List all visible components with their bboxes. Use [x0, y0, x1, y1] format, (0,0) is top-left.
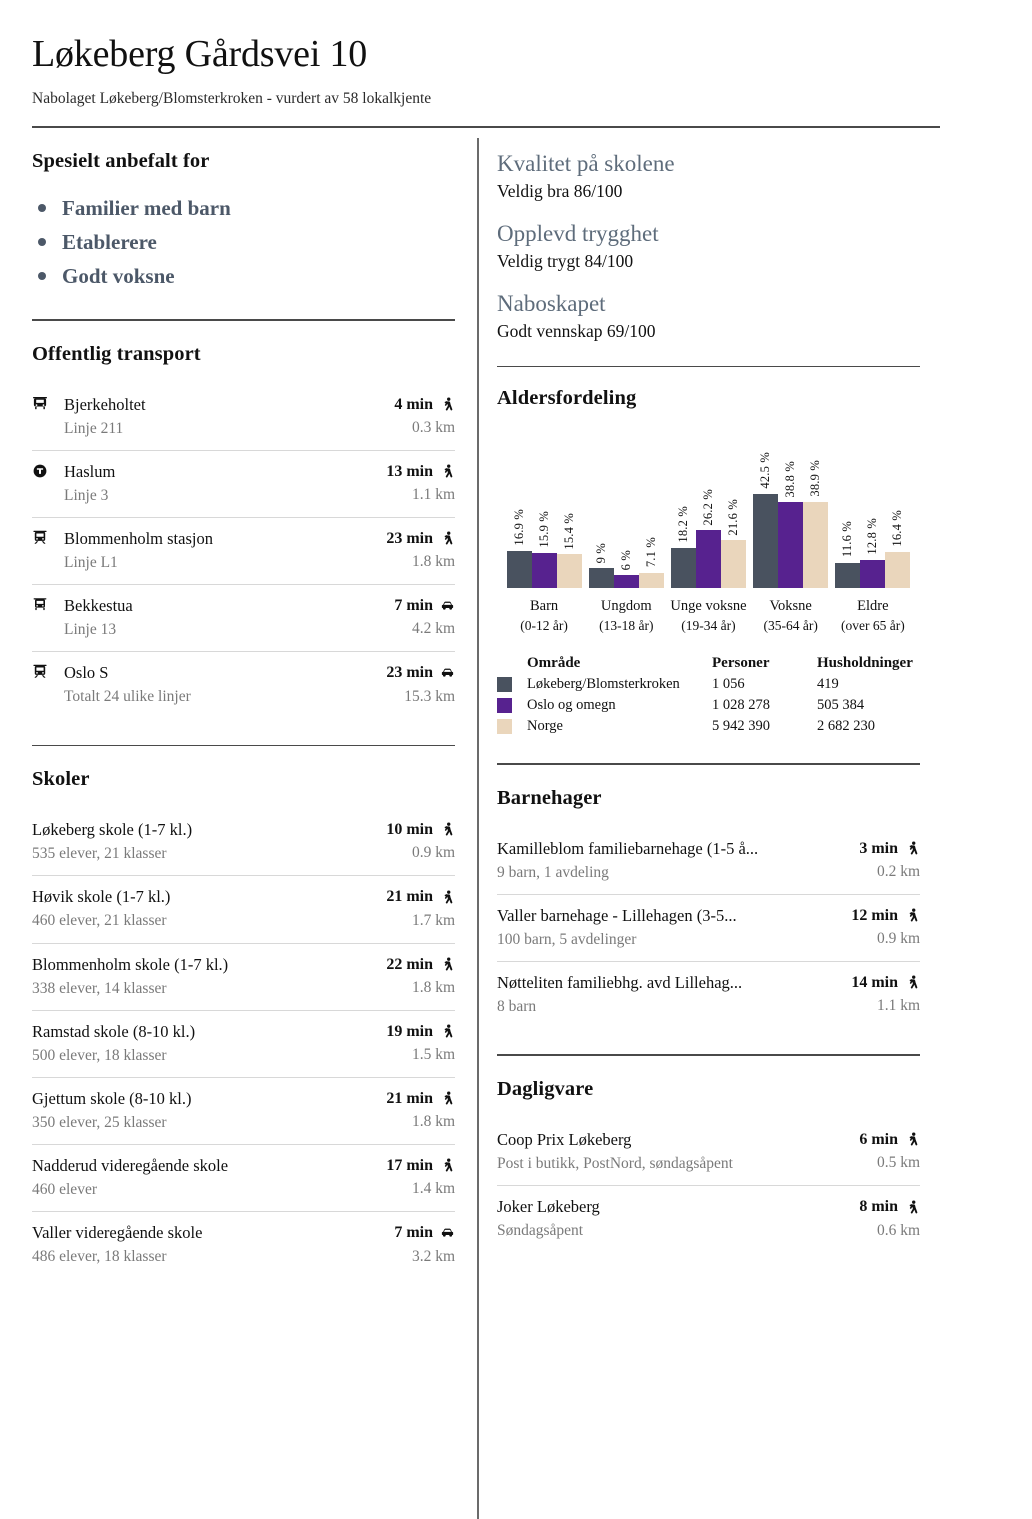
row-distance: 1.8 km: [411, 978, 455, 996]
row-body: [497, 1195, 804, 1242]
legend-color-swatch: [497, 719, 512, 734]
row-meta: [339, 661, 455, 707]
kindergartens-heading: Barnehager: [497, 786, 602, 809]
row-distance: 1.1 km: [411, 486, 455, 503]
chart-bar-wrap: [589, 543, 614, 588]
row-subtitle: Linje 3: [64, 486, 109, 504]
legend-personer: 1 056: [712, 676, 745, 693]
row-traveltime: [339, 953, 455, 976]
row-distance: 1.8 km: [411, 1113, 455, 1131]
row-distance: 1.4 km: [411, 1180, 455, 1198]
row-distance: 1.7 km: [411, 911, 455, 929]
chart-bar-label: 42.5 %: [758, 452, 773, 489]
section-divider: [32, 745, 455, 747]
legend-swatch-cell: [497, 695, 527, 716]
chart-x-label: [586, 597, 666, 635]
recommended-item: Etablerere: [32, 225, 455, 259]
content-columns: [32, 150, 1000, 1279]
walk-icon: [905, 975, 920, 990]
chart-bars: [753, 452, 828, 588]
score-label: Opplevd trygghet: [497, 221, 659, 247]
row-traveltime: [804, 904, 920, 927]
chart-bar-label: 16.4 %: [890, 510, 905, 547]
row-subtitle: Linje 211: [64, 419, 124, 437]
chart-bar-wrap: [614, 550, 639, 589]
transport-heading: Offentlig transport: [32, 342, 201, 365]
chart-x-label: [751, 597, 831, 635]
row-traveltime: [339, 661, 455, 684]
chart-bar-wrap: [671, 506, 696, 588]
row-name: Kamilleblom familiebarnehage (1-5 å...: [497, 838, 759, 858]
train-icon: [32, 527, 64, 546]
row-meta: [339, 393, 455, 439]
transport-row[interactable]: [32, 584, 455, 651]
row-meta: [339, 1087, 455, 1133]
legend-row: [497, 716, 920, 737]
recommended-list: [32, 191, 455, 293]
chart-x-axis-labels: [497, 597, 920, 635]
row-meta: [339, 818, 455, 864]
row-traveltime-text: 3 min: [859, 839, 898, 857]
chart-bar: [639, 573, 664, 589]
score-value: Godt vennskap 69/100: [497, 321, 656, 342]
row-body: [64, 460, 339, 507]
chart-x-label-main: Ungdom: [600, 598, 652, 615]
row-distance: 1.1 km: [876, 997, 920, 1015]
walk-icon: [905, 1200, 920, 1215]
legend-color-swatch: [497, 698, 512, 713]
transport-row[interactable]: [32, 450, 455, 517]
row-name: Gjettum skole (8-10 kl.): [32, 1088, 192, 1108]
score-label: Kvalitet på skolene: [497, 150, 675, 176]
row-traveltime: [339, 393, 455, 416]
school-row[interactable]: [32, 1144, 455, 1211]
score-label: Naboskapet: [497, 291, 606, 317]
chart-bar-label: 18.2 %: [675, 506, 690, 543]
row-traveltime: [804, 837, 920, 860]
recommended-heading: Spesielt anbefalt for: [32, 149, 210, 172]
groceries-list: [497, 1119, 920, 1252]
row-meta: [804, 837, 920, 883]
score-block: [497, 290, 920, 343]
schools-heading: Skoler: [32, 768, 90, 791]
row-subtitle: Linje 13: [64, 621, 117, 639]
row-meta: [339, 953, 455, 999]
car-icon: [440, 598, 455, 613]
row-subtitle: 338 elever, 14 klasser: [32, 979, 167, 997]
schools-list: [32, 809, 455, 1278]
row-name: Oslo S: [64, 663, 109, 683]
chart-bar-wrap: [696, 489, 721, 589]
age-distribution-chart: [497, 428, 920, 737]
row-traveltime-text: 23 min: [386, 664, 433, 682]
row-meta: [804, 1195, 920, 1241]
age-distribution-heading: Aldersfordeling: [497, 387, 637, 410]
row-traveltime: [339, 818, 455, 841]
chart-bar: [885, 552, 910, 588]
row-traveltime-text: 22 min: [386, 955, 433, 973]
row-subtitle: 460 elever: [32, 1181, 97, 1199]
legend-swatch-header: [497, 655, 527, 674]
row-meta: [339, 527, 455, 573]
column-gap: [455, 150, 497, 1279]
kindergarten-row[interactable]: [497, 961, 920, 1028]
page-subtitle: Nabolaget Løkeberg/Blomsterkroken - vurdert av 58 lokalkjente: [32, 89, 432, 107]
chart-bar-label: 38.8 %: [783, 460, 798, 498]
row-body: [64, 661, 339, 708]
legend-area-name: Løkeberg/Blomsterkroken: [527, 676, 680, 693]
walk-icon: [440, 822, 455, 837]
row-meta: [339, 594, 455, 640]
row-distance: 3.2 km: [411, 1247, 455, 1265]
legend-color-swatch: [497, 677, 512, 692]
row-meta: [339, 1020, 455, 1066]
row-distance: 0.2 km: [876, 863, 920, 881]
recommended-item: Familier med barn: [32, 191, 455, 225]
row-meta: [804, 904, 920, 950]
row-body: [64, 527, 339, 574]
row-traveltime-text: 19 min: [386, 1022, 433, 1040]
row-subtitle: 535 elever, 21 klasser: [32, 845, 167, 863]
row-traveltime: [804, 971, 920, 994]
walk-icon: [905, 1132, 920, 1147]
chart-bar-wrap: [507, 509, 532, 588]
row-traveltime-text: 6 min: [859, 1131, 898, 1149]
chart-bar: [860, 560, 885, 588]
row-subtitle: Totalt 24 ulike linjer: [64, 688, 191, 706]
chart-x-label: [833, 597, 913, 635]
chart-x-label-main: Voksne: [769, 598, 812, 615]
transport-list: [32, 384, 455, 719]
row-traveltime-text: 7 min: [394, 1224, 433, 1242]
chart-x-label-sub: (19-34 år): [681, 617, 736, 633]
legend-row: [497, 674, 920, 695]
row-name: Blommenholm skole (1-7 kl.): [32, 954, 229, 974]
scores-block: [497, 150, 920, 344]
row-name: Nøtteliten familiebhg. avd Lillehag...: [497, 973, 743, 993]
chart-bar-label: 15.4 %: [561, 512, 576, 550]
row-subtitle: 9 barn, 1 avdeling: [497, 863, 609, 881]
walk-icon: [440, 890, 455, 905]
school-row[interactable]: [32, 809, 455, 875]
chart-bar: [696, 530, 721, 588]
row-name: Bekkestua: [64, 596, 133, 616]
chart-x-label: [668, 597, 748, 635]
walk-icon: [440, 1091, 455, 1106]
row-body: [64, 594, 339, 641]
walk-icon: [440, 1024, 455, 1039]
row-distance: 0.9 km: [876, 930, 920, 948]
chart-bar-label: 26.2 %: [700, 488, 715, 526]
row-subtitle: 460 elever, 21 klasser: [32, 912, 167, 930]
row-name: Blommenholm stasjon: [64, 528, 213, 548]
chart-bar-wrap: [557, 513, 582, 589]
score-value: Veldig bra 86/100: [497, 180, 623, 201]
chart-bar: [507, 551, 532, 589]
legend-husholdninger: 505 384: [817, 697, 865, 714]
row-traveltime-text: 4 min: [394, 395, 433, 413]
row-subtitle: 8 barn: [497, 998, 537, 1016]
row-traveltime: [804, 1195, 920, 1218]
row-distance: 0.6 km: [876, 1221, 920, 1239]
legend-header-row: [497, 655, 920, 674]
chart-bar: [721, 540, 746, 588]
section-divider: [497, 1054, 920, 1056]
chart-bars: [589, 488, 664, 588]
row-traveltime: [339, 1087, 455, 1110]
row-traveltime-text: 10 min: [386, 821, 433, 839]
row-meta: [339, 460, 455, 506]
row-traveltime: [804, 1128, 920, 1151]
row-traveltime: [339, 1221, 455, 1244]
row-traveltime-text: 12 min: [851, 907, 898, 925]
row-body: [497, 904, 804, 951]
legend-swatch-cell: [497, 674, 527, 695]
legend-area-name: Norge: [527, 718, 563, 735]
chart-bar: [557, 554, 582, 588]
row-traveltime-text: 13 min: [386, 462, 433, 480]
chart-bar: [614, 575, 639, 588]
chart-bar-label: 6 %: [618, 549, 633, 571]
row-distance: 1.8 km: [411, 553, 455, 571]
chart-bars: [835, 488, 910, 588]
grocery-row[interactable]: [497, 1185, 920, 1252]
walk-icon: [905, 908, 920, 923]
row-traveltime: [339, 1154, 455, 1177]
row-subtitle: Post i butikk, PostNord, søndagsåpent: [497, 1155, 733, 1173]
chart-bar-label: 11.6 %: [840, 521, 855, 558]
header-divider: [32, 126, 940, 128]
tram-icon: [32, 594, 64, 613]
walk-icon: [440, 397, 455, 412]
school-row[interactable]: [32, 1211, 455, 1278]
legend-col-personer: Personer: [712, 655, 770, 672]
row-name: Joker Løkeberg: [497, 1197, 600, 1217]
left-column: [32, 150, 455, 1279]
row-traveltime: [339, 527, 455, 550]
kindergarten-row[interactable]: [497, 894, 920, 961]
row-meta: [339, 885, 455, 931]
section-divider: [32, 319, 455, 321]
row-traveltime: [339, 594, 455, 617]
chart-bar: [589, 568, 614, 588]
chart-bars: [671, 488, 746, 588]
chart-bar: [753, 494, 778, 588]
chart-bar-group: [751, 452, 831, 588]
chart-bar: [532, 553, 557, 588]
chart-x-label: [504, 597, 584, 635]
column-divider: [477, 138, 479, 1519]
row-traveltime-text: 14 min: [851, 974, 898, 992]
chart-bar: [778, 502, 803, 588]
legend-swatch-cell: [497, 716, 527, 737]
row-meta: [804, 971, 920, 1017]
row-subtitle: 486 elever, 18 klasser: [32, 1248, 167, 1266]
row-name: Valler videregående skole: [32, 1223, 203, 1243]
row-distance: 1.5 km: [411, 1046, 455, 1063]
transport-row[interactable]: [32, 384, 455, 450]
chart-bar-wrap: [753, 452, 778, 588]
row-name: Løkeberg skole (1-7 kl.): [32, 820, 193, 840]
chart-bar-label: 38.9 %: [808, 460, 823, 497]
chart-bar-label: 16.9 %: [511, 509, 526, 546]
chart-bar-wrap: [885, 510, 910, 588]
row-meta: [339, 1221, 455, 1267]
chart-x-label-sub: (0-12 år): [520, 617, 568, 633]
row-name: Coop Prix Løkeberg: [497, 1130, 632, 1150]
school-row[interactable]: [32, 1010, 455, 1077]
row-body: [32, 953, 339, 1000]
legend-row: [497, 695, 920, 716]
chart-x-label-main: Eldre: [857, 598, 889, 615]
row-subtitle: 350 elever, 25 klasser: [32, 1113, 167, 1131]
train-icon: [32, 661, 64, 680]
legend-personer: 5 942 390: [712, 718, 770, 735]
grocery-row[interactable]: [497, 1119, 920, 1185]
row-traveltime: [339, 1020, 455, 1043]
row-distance: 15.3 km: [404, 687, 455, 705]
chart-bar: [835, 563, 860, 589]
row-body: [32, 1087, 339, 1134]
row-body: [32, 1154, 339, 1201]
recommended-item: Godt voksne: [32, 259, 455, 293]
row-name: Ramstad skole (8-10 kl.): [32, 1021, 196, 1041]
row-body: [32, 818, 339, 865]
chart-bar-group: [586, 488, 666, 588]
chart-bar-label: 21.6 %: [725, 498, 740, 536]
score-value: Veldig trygt 84/100: [497, 250, 634, 271]
walk-icon: [440, 531, 455, 546]
chart-bar-label: 9 %: [593, 542, 608, 564]
row-body: [32, 885, 339, 932]
chart-bar-group: [504, 488, 584, 588]
walk-icon: [440, 957, 455, 972]
school-row[interactable]: [32, 943, 455, 1010]
row-name: Haslum: [64, 461, 116, 481]
chart-bar-label: 15.9 %: [536, 511, 551, 549]
section-divider: [497, 366, 920, 368]
row-subtitle: 100 barn, 5 avdelinger: [497, 931, 637, 949]
row-distance: 0.9 km: [411, 844, 455, 862]
row-traveltime-text: 7 min: [394, 597, 433, 615]
chart-bar-group: [833, 488, 913, 588]
row-distance: 4.2 km: [411, 620, 455, 638]
chart-bar-wrap: [532, 511, 557, 588]
transport-row[interactable]: [32, 651, 455, 718]
chart-bar-wrap: [803, 460, 828, 588]
walk-icon: [440, 1158, 455, 1173]
row-meta: [339, 1154, 455, 1200]
transport-row[interactable]: [32, 517, 455, 584]
row-name: Nadderud videregående skole: [32, 1156, 229, 1176]
walk-icon: [905, 841, 920, 856]
car-icon: [440, 665, 455, 680]
chart-bar-label: 12.8 %: [865, 518, 880, 555]
chart-bar-wrap: [721, 499, 746, 589]
kindergarten-row[interactable]: [497, 828, 920, 894]
metro-icon: [32, 460, 64, 479]
row-name: Høvik skole (1-7 kl.): [32, 887, 171, 907]
row-traveltime: [339, 885, 455, 908]
school-row[interactable]: [32, 1077, 455, 1144]
car-icon: [440, 1225, 455, 1240]
row-name: Valler barnehage - Lillehagen (3-5...: [497, 906, 737, 926]
school-row[interactable]: [32, 875, 455, 942]
chart-x-label-sub: (13-18 år): [599, 617, 654, 633]
chart-plot-area: [497, 428, 920, 588]
row-body: [64, 393, 339, 440]
row-distance: 0.3 km: [411, 418, 455, 436]
row-traveltime-text: 17 min: [386, 1157, 433, 1175]
chart-x-label-sub: (over 65 år): [840, 617, 905, 633]
row-meta: [804, 1128, 920, 1174]
row-body: [32, 1221, 339, 1268]
row-name: Bjerkeholtet: [64, 394, 146, 414]
row-subtitle: 500 elever, 18 klasser: [32, 1046, 167, 1064]
row-traveltime-text: 21 min: [386, 1089, 433, 1107]
page-title: Løkeberg Gårdsvei 10: [32, 33, 368, 75]
chart-bar-label: 7.1 %: [643, 537, 658, 568]
chart-bar-wrap: [860, 518, 885, 588]
chart-bar-wrap: [778, 461, 803, 589]
row-body: [497, 1128, 804, 1175]
chart-bar-group: [668, 488, 748, 588]
legend-personer: 1 028 278: [712, 697, 770, 714]
row-distance: 0.5 km: [876, 1154, 920, 1172]
chart-bar-wrap: [639, 537, 664, 588]
row-traveltime-text: 23 min: [386, 529, 433, 547]
row-traveltime-text: 8 min: [859, 1198, 898, 1216]
chart-x-label-sub: (35-64 år): [763, 617, 818, 633]
chart-x-label-main: Unge voksne: [670, 598, 747, 615]
legend-husholdninger: 419: [817, 676, 839, 693]
score-block: [497, 220, 920, 273]
chart-bar-wrap: [835, 521, 860, 588]
legend-col-area: Område: [527, 655, 581, 672]
chart-x-label-main: Barn: [530, 598, 559, 615]
chart-bars: [507, 488, 582, 588]
row-subtitle: Linje L1: [64, 553, 118, 571]
score-block: [497, 150, 920, 203]
row-body: [497, 971, 804, 1018]
right-column: [497, 150, 920, 1279]
walk-icon: [440, 464, 455, 479]
legend-husholdninger: 2 682 230: [817, 718, 875, 735]
row-body: [497, 837, 804, 884]
row-traveltime: [339, 460, 455, 483]
kindergartens-list: [497, 828, 920, 1029]
row-traveltime-text: 21 min: [386, 888, 433, 906]
row-body: [32, 1020, 339, 1067]
row-subtitle: Søndagsåpent: [497, 1222, 584, 1240]
legend-area-name: Oslo og omegn: [527, 697, 616, 714]
legend-col-husholdninger: Husholdninger: [817, 655, 913, 672]
bus-icon: [32, 393, 64, 412]
chart-bar: [803, 502, 828, 588]
chart-legend-table: [497, 655, 920, 737]
chart-bar: [671, 548, 696, 588]
groceries-heading: Dagligvare: [497, 1078, 594, 1101]
section-divider: [497, 763, 920, 765]
